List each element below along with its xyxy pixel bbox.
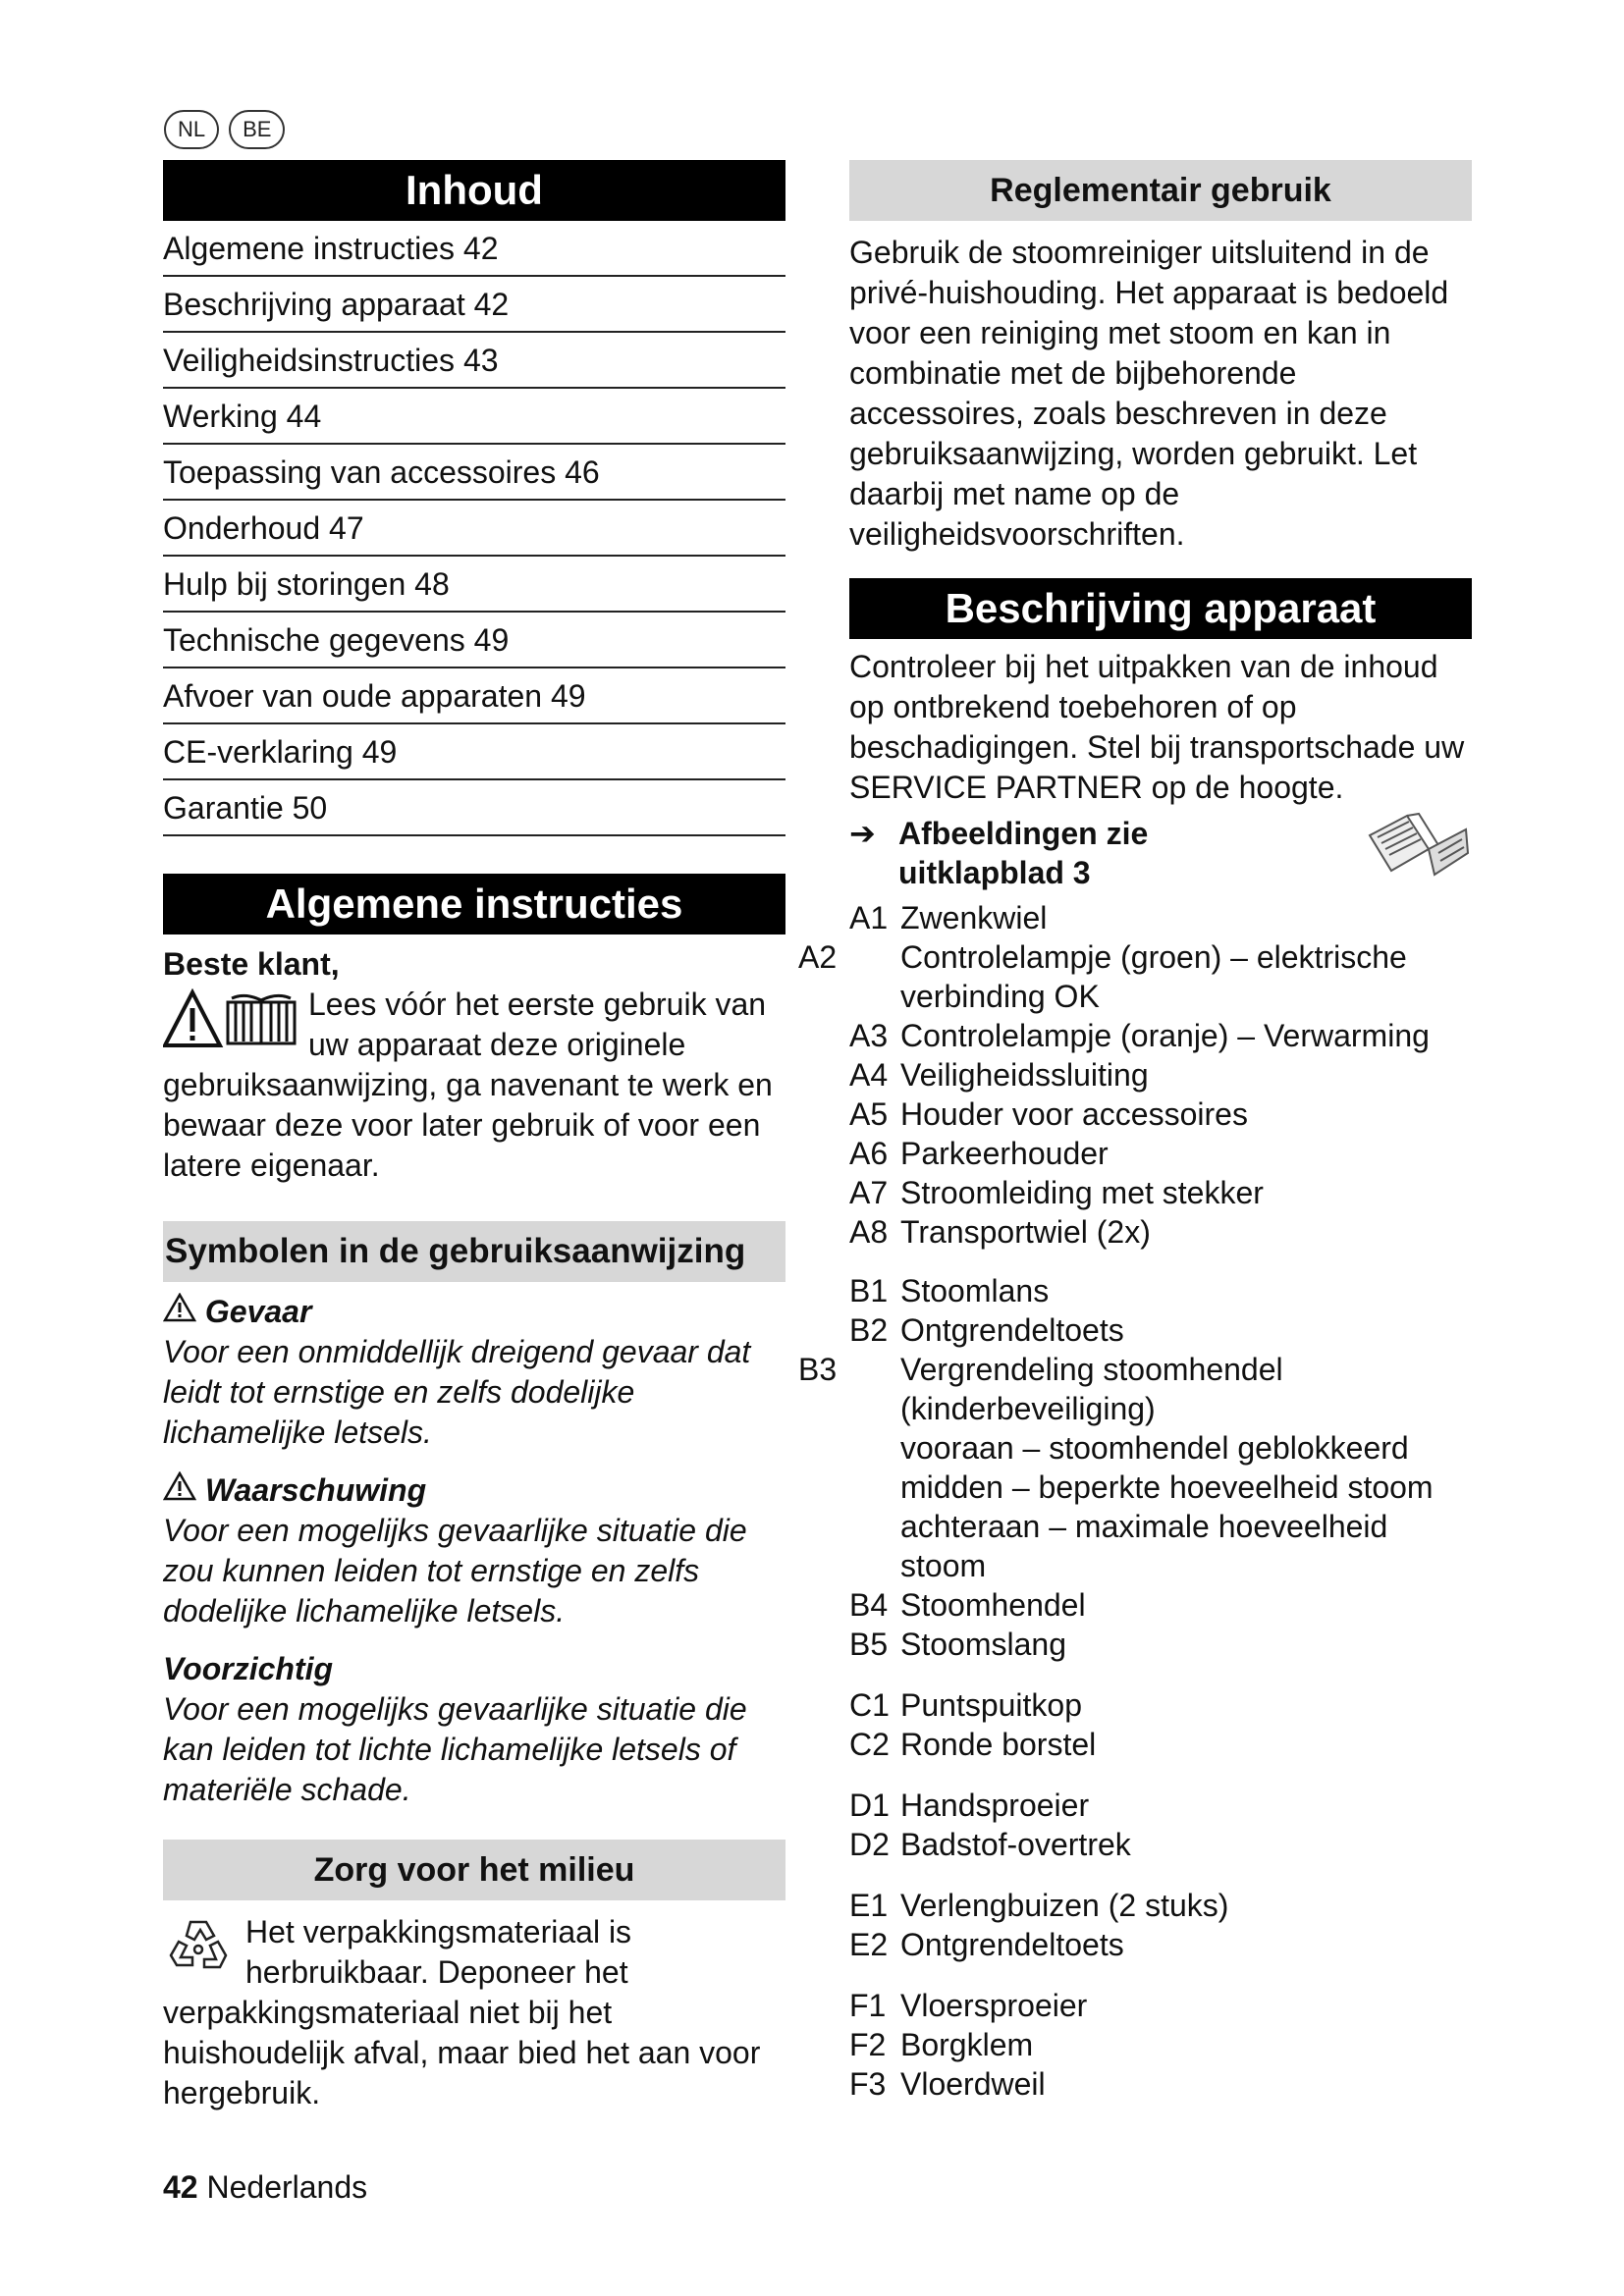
arrow-right-icon: ➔ <box>849 816 876 851</box>
toc-item[interactable]: Hulp bij storingen 48 <box>163 557 785 613</box>
legend-subitem: vooraan – stoomhendel geblokkeerd <box>900 1430 1409 1466</box>
warning-text: Voor een mogelijks gevaarlijke situatie die zou kunnen leiden tot ernstige en zelfs dodelijke lichamelijke letsels. <box>163 1513 747 1629</box>
warning-block <box>163 1470 785 1631</box>
environment-title: Zorg voor het milieu <box>163 1840 785 1900</box>
legend-group-b <box>798 1271 1472 1664</box>
legend-item: A6 Parkeerhouder <box>849 1136 1109 1171</box>
legend-item: F2 Borgklem <box>849 2027 1034 2062</box>
environment-text: Het verpakkingsmateriaal is herbruikbaar. Deponeer het verpakkingsmateriaal niet bij het huishoudelijk afval, maar bied het aan voor hergebruik. <box>163 1914 761 2110</box>
caution-label: Voorzichtig <box>163 1651 334 1686</box>
table-of-contents <box>163 221 785 836</box>
figures-line-1: Afbeeldingen zie <box>898 816 1149 851</box>
general-title: Algemene instructies <box>163 874 785 934</box>
legend-item: B4 Stoomhendel <box>849 1587 1086 1623</box>
warning-read-manual-icon <box>163 988 298 1056</box>
legend-item: E2 Ontgrendeltoets <box>849 1927 1124 1962</box>
description-text: Controleer bij het uitpakken van de inhoud op ontbrekend toebehoren of op beschadigingen. Stel bij transportschade uw SERVICE PARTNER op de hoogte. <box>849 649 1465 805</box>
legend-group-e <box>849 1886 1472 1964</box>
proper-use-text: Gebruik de stoomreiniger uitsluitend in de privé-huishouding. Het apparaat is bedoeld voor een reiniging met stoom en kan in combinatie met de bijbehorende accessoires, zoals beschreven in deze gebruiksaanwijzing, worden gebruikt. Let daarbij met name op de veiligheidsvoorschriften. <box>849 235 1449 552</box>
description-title: Beschrijving apparaat <box>849 578 1472 639</box>
caution-text: Voor een mogelijks gevaarlijke situatie die kan leiden tot lichte lichamelijke letsels of materiële schade. <box>163 1691 747 1807</box>
toc-item[interactable]: Algemene instructies 42 <box>163 221 785 277</box>
legend-item: C2 Ronde borstel <box>849 1727 1097 1762</box>
legend-item: A4 Veiligheidssluiting <box>849 1057 1149 1093</box>
danger-triangle-icon <box>163 1294 205 1329</box>
environment-paragraph <box>163 1912 785 2113</box>
legend-item: B2 Ontgrendeltoets <box>849 1312 1124 1348</box>
intro-paragraph <box>163 985 785 1186</box>
legend-group-f <box>849 1986 1472 2104</box>
legend-item: A5 Houder voor accessoires <box>849 1096 1248 1132</box>
legend-item: B3 Vergrendeling stoomhendel (kinderbeveiliging) <box>798 1352 1283 1426</box>
legend-item: C1 Puntspuitkop <box>849 1687 1083 1723</box>
legend-subitem: achteraan – maximale hoeveelheid stoom <box>900 1509 1388 1583</box>
legend-item: D1 Handsproeier <box>849 1788 1090 1823</box>
symbols-title: Symbolen in de gebruiksaanwijzing <box>163 1221 785 1282</box>
toc-item[interactable]: Garantie 50 <box>163 780 785 836</box>
toc-item[interactable]: Veiligheidsinstructies 43 <box>163 333 785 389</box>
toc-item[interactable]: Onderhoud 47 <box>163 501 785 557</box>
legend-item: A3 Controlelampje (oranje) – Verwarming <box>849 1018 1430 1053</box>
toc-item[interactable]: CE-verklaring 49 <box>163 724 785 780</box>
legend-group-a <box>798 898 1472 1252</box>
legend-item: A8 Transportwiel (2x) <box>849 1214 1151 1250</box>
warning-label: Waarschuwing <box>204 1472 427 1508</box>
legend-item: A1 Zwenkwiel <box>849 900 1048 935</box>
legend-group-c <box>849 1685 1472 1764</box>
legend-item: F1 Vloersproeier <box>849 1988 1088 2023</box>
toc-item[interactable]: Afvoer van oude apparaten 49 <box>163 668 785 724</box>
greeting: Beste klant, <box>163 946 340 982</box>
toc-item[interactable]: Beschrijving apparaat 42 <box>163 277 785 333</box>
right-column <box>798 160 1472 2104</box>
toc-item[interactable]: Werking 44 <box>163 389 785 445</box>
left-column <box>163 160 785 2113</box>
footer-language: Nederlands <box>206 2169 368 2205</box>
badge-nl: NL <box>164 110 219 149</box>
danger-label-row <box>163 1292 785 1332</box>
language-badges <box>164 110 285 149</box>
figures-reference <box>849 814 1472 892</box>
warning-triangle-icon <box>163 1472 205 1508</box>
legend-subitem: midden – beperkte hoeveelheid stoom <box>900 1469 1434 1505</box>
figures-line-2: uitklapblad 3 <box>898 855 1091 890</box>
legend-item: B1 Stoomlans <box>849 1273 1050 1308</box>
foldout-book-icon <box>1364 810 1472 891</box>
toc-item[interactable]: Technische gegevens 49 <box>163 613 785 668</box>
page-number: 42 <box>163 2169 198 2205</box>
caution-block <box>163 1649 785 1810</box>
warning-label-row <box>163 1470 785 1511</box>
danger-text: Voor een onmiddellijk dreigend gevaar dat leidt tot ernstige en zelfs dodelijke lichamelijke letsels. <box>163 1334 751 1450</box>
proper-use-title: Reglementair gebruik <box>849 160 1472 221</box>
legend-item: B5 Stoomslang <box>849 1627 1066 1662</box>
danger-label: Gevaar <box>204 1294 312 1329</box>
legend-group-d <box>849 1786 1472 1864</box>
toc-item[interactable]: Toepassing van accessoires 46 <box>163 445 785 501</box>
danger-block <box>163 1292 785 1453</box>
recycle-icon <box>163 1916 234 1986</box>
legend-item: F3 Vloerdweil <box>849 2066 1046 2102</box>
intro-text: Lees vóór het eerste gebruik van uw apparaat deze originele gebruiksaanwijzing, ga navenant te werk en bewaar deze voor later gebruik of voor een latere eigenaar. <box>163 987 773 1183</box>
legend-item: A2 Controlelampje (groen) – elektrische verbinding OK <box>798 939 1407 1014</box>
badge-be: BE <box>229 110 285 149</box>
toc-title: Inhoud <box>163 160 785 221</box>
legend-item: D2 Badstof-overtrek <box>849 1827 1131 1862</box>
legend-item: A7 Stroomleiding met stekker <box>849 1175 1264 1210</box>
legend-item: E1 Verlengbuizen (2 stuks) <box>849 1888 1229 1923</box>
page-footer <box>163 2169 367 2206</box>
